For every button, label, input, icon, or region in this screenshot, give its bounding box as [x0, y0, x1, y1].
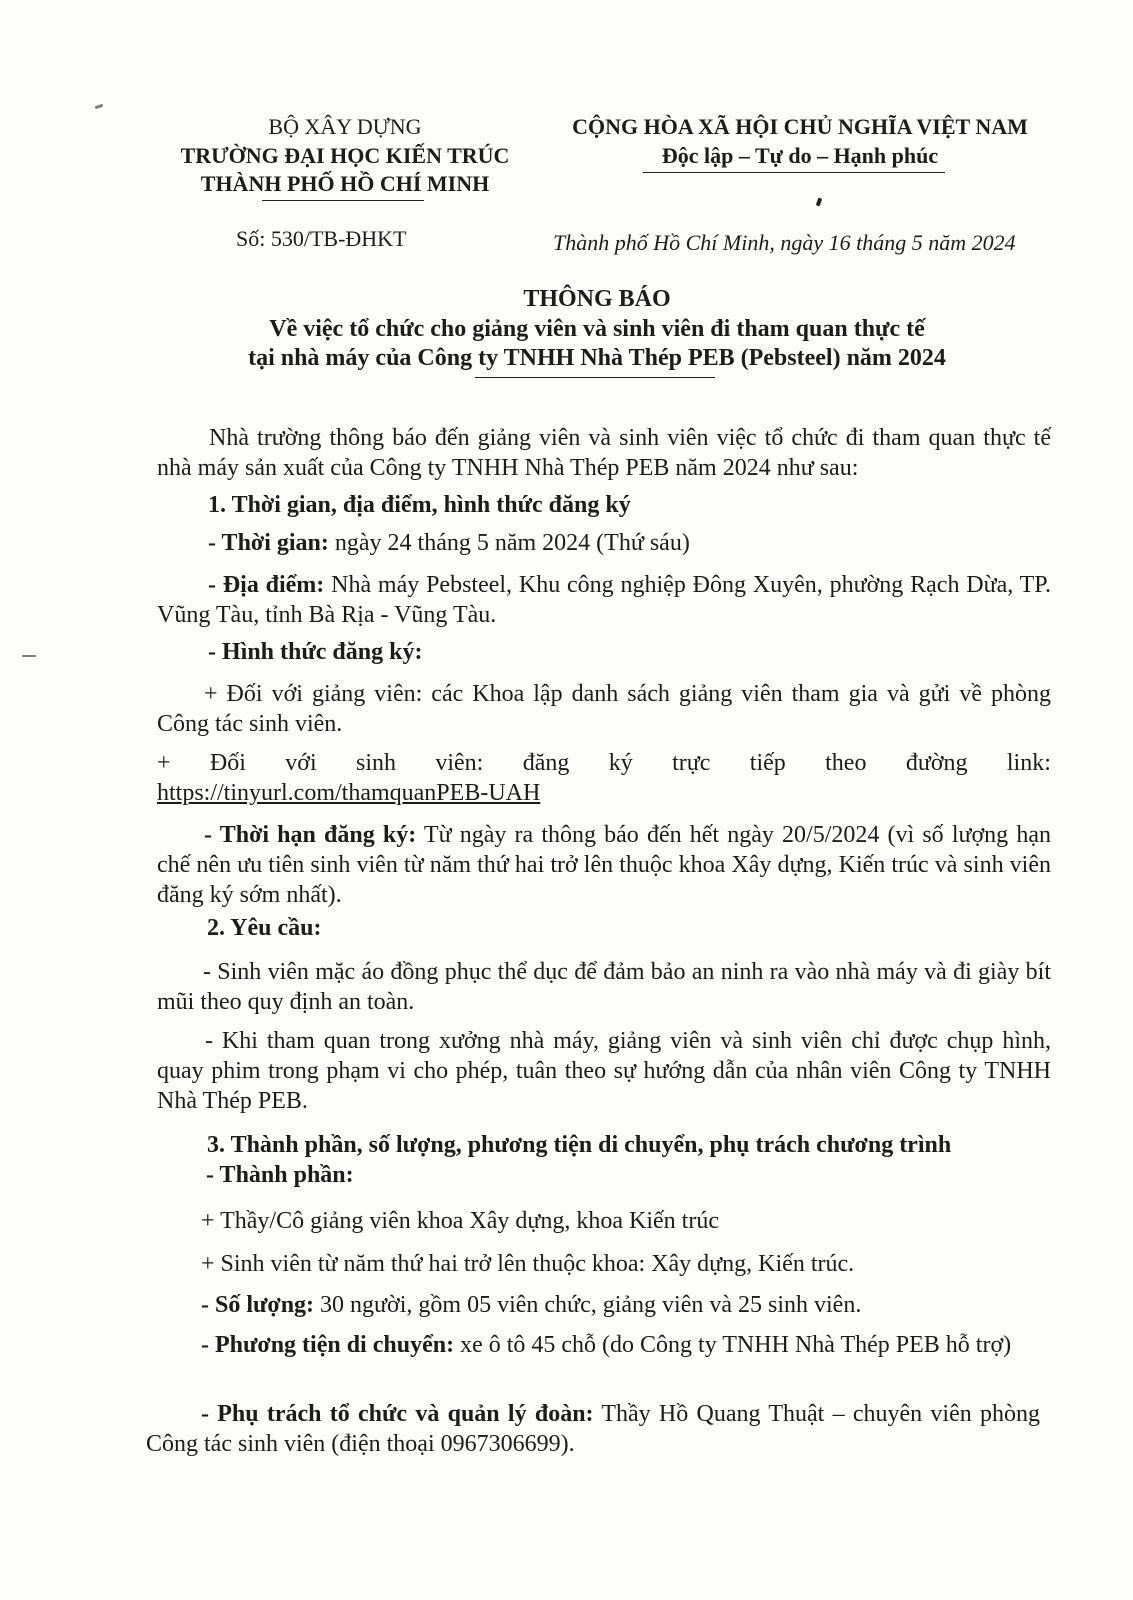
registration-student-word: theo [825, 750, 867, 776]
scan-mark [22, 655, 36, 657]
registration-lecturer: + Đối với giảng viên: các Khoa lập danh sách giảng viên tham gia và gửi về phòng Công tác sinh viên. [157, 681, 1051, 737]
section-3-heading: 3. Thành phần, số lượng, phương tiện di chuyển, phụ trách chương trình [207, 1132, 952, 1158]
deadline-label: - Thời hạn đăng ký: [204, 822, 417, 848]
lead-value: Thầy Hồ Quang Thuật – chuyên viên phòng Công tác sinh viên (điện thoại 0967306699). [146, 1401, 1040, 1457]
document-subtitle-line1: Về việc tổ chức cho giảng viên và sinh viên đi tham quan thực tế [269, 316, 925, 342]
section-1-heading: 1. Thời gian, địa điểm, hình thức đăng ký [208, 492, 631, 518]
deadline-value: Từ ngày ra thông báo đến hết ngày 20/5/2024 (vì số lượng hạn chế nên ưu tiên sinh viên từ năm thứ hai trở lên thuộc khoa Xây dựng, Kiến trúc và sinh viên đăng ký sớm nhất). [157, 822, 1051, 908]
lead-paragraph [146, 1399, 1040, 1459]
count-line [201, 1290, 1095, 1320]
school-name-line1: TRƯỜNG ĐẠI HỌC KIẾN TRÚC [180, 143, 510, 168]
document-title: THÔNG BÁO [523, 286, 671, 312]
registration-heading: - Hình thức đăng ký: [208, 639, 423, 665]
transport-label: - Phương tiện di chuyển: [201, 1332, 455, 1358]
registration-student-word: đăng [522, 750, 570, 776]
school-name-line2: THÀNH PHỐ HỒ CHÍ MINH [200, 171, 490, 196]
place-label: - Địa điểm: [208, 572, 325, 598]
time-line [208, 528, 1102, 558]
requirement-1: - Sinh viên mặc áo đồng phục thể dục để đảm bảo an ninh ra vào nhà máy và đi giày bít mũi theo quy định an toàn. [157, 959, 1051, 1015]
registration-student-word: Đối [209, 750, 246, 776]
registration-student-word: viên: [435, 750, 484, 776]
registration-student-word: đường [905, 750, 968, 776]
members-item-1: + Thầy/Cô giảng viên khoa Xây dựng, khoa Kiến trúc [201, 1208, 719, 1234]
scan-mark [816, 198, 822, 207]
registration-student-word: với [285, 750, 317, 776]
title-underline [475, 377, 715, 378]
place-and-date: Thành phố Hồ Chí Minh, ngày 16 tháng 5 năm 2024 [553, 230, 1016, 255]
school-name-underline [262, 200, 424, 201]
transport-value: xe ô tô 45 chỗ (do Công ty TNHH Nhà Thép PEB hỗ trợ) [454, 1332, 1012, 1358]
scan-mark [95, 104, 104, 110]
members-item-2: + Sinh viên từ năm thứ hai trở lên thuộc khoa: Xây dựng, Kiến trúc. [201, 1251, 855, 1277]
count-value: 30 người, gồm 05 viên chức, giảng viên và 25 sinh viên. [314, 1292, 862, 1318]
registration-link[interactable]: https://tinyurl.com/thamquanPEB-UAH [157, 780, 541, 806]
section-2-heading: 2. Yêu cầu: [207, 915, 322, 941]
registration-student [157, 748, 1051, 808]
place-paragraph [157, 570, 1051, 630]
registration-student-text [157, 748, 1051, 778]
national-motto: Độc lập – Tự do – Hạnh phúc [661, 143, 939, 168]
transport-paragraph [146, 1330, 1040, 1360]
registration-student-word: tiếp [749, 750, 786, 776]
republic-name: CỘNG HÒA XÃ HỘI CHỦ NGHĨA VIỆT NAM [572, 114, 1028, 139]
intro-paragraph: Nhà trường thông báo đến giảng viên và sinh viên việc tổ chức đi tham quan thực tế nhà máy sản xuất của Công ty TNHH Nhà Thép PEB năm 2024 như sau: [157, 425, 1051, 481]
registration-student-word: sinh [355, 750, 396, 776]
document-subtitle-line2: tại nhà máy của Công ty TNHH Nhà Thép PEB (Pebsteel) năm 2024 [248, 345, 946, 371]
document-number: Số: 530/TB-ĐHKT [236, 226, 407, 251]
members-heading: - Thành phần: [206, 1162, 354, 1188]
ministry-name: BỘ XÂY DỰNG [268, 114, 422, 139]
registration-student-word: ký [608, 750, 633, 776]
registration-student-word: link: [1006, 750, 1051, 776]
count-label: - Số lượng: [201, 1292, 315, 1318]
requirement-2: - Khi tham quan trong xưởng nhà máy, giảng viên và sinh viên chỉ được chụp hình, quay phim trong phạm vi cho phép, tuân theo sự hướng dẫn của nhân viên Công ty TNHH Nhà Thép PEB. [157, 1028, 1051, 1114]
deadline-paragraph [157, 820, 1051, 910]
registration-student-word: trực [672, 750, 711, 776]
lead-label: - Phụ trách tổ chức và quản lý đoàn: [201, 1401, 594, 1427]
motto-underline [643, 172, 945, 173]
place-value: Nhà máy Pebsteel, Khu công nghiệp Đông Xuyên, phường Rạch Dừa, TP. Vũng Tàu, tỉnh Bà Rịa - Vũng Tàu. [157, 572, 1051, 628]
time-label: - Thời gian: [208, 530, 329, 556]
time-value: ngày 24 tháng 5 năm 2024 (Thứ sáu) [328, 530, 690, 556]
registration-student-word: + [157, 750, 171, 776]
